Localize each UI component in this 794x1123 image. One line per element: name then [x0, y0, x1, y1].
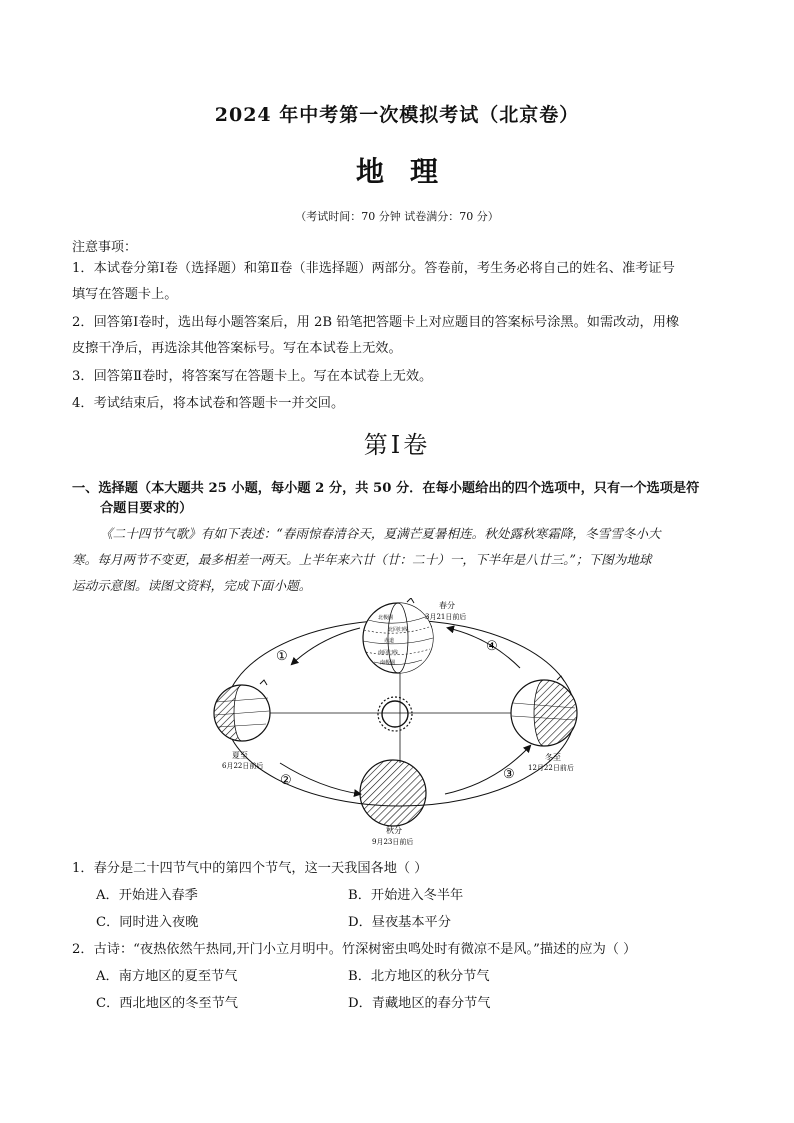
globe-label-tropic-capricorn: 南回归线 [378, 650, 399, 656]
spring-label: 春分 [439, 601, 455, 610]
question-1-option-a[interactable]: A．开始进入春季 [96, 888, 198, 903]
intro-line: 寒。每月两节不变更，最多相差一两天。上半年来六廿（廿：二十）一，下半年是八廿三。”；下图为地球 [72, 552, 652, 567]
summer-label: 夏至 [232, 751, 248, 760]
question-1-stem: 1．春分是二十四节气中的第四个节气，这一天我国各地（ ） [72, 861, 428, 876]
section-heading-line: 合题目要求的） [100, 501, 193, 516]
globe-label-antarctic: 南极圈 [380, 660, 396, 666]
question-2-option-d[interactable]: D．青藏地区的春分节气 [348, 996, 491, 1011]
notice-line: 4．考试结束后，将本试卷和答题卡一并交回。 [72, 396, 345, 411]
question-2-option-a[interactable]: A．南方地区的夏至节气 [96, 969, 238, 984]
summer-date: 6月22日前后 [222, 762, 264, 770]
winter-label: 冬至 [545, 753, 561, 762]
notice-line: 皮擦干净后，再选涂其他答案标号。写在本试卷上无效。 [72, 341, 402, 356]
notice-title: 注意事项： [72, 240, 138, 255]
earth-orbit-figure [200, 598, 600, 850]
globe-label-tropic-cancer: 北回归线 [388, 627, 409, 633]
section-heading-line: 一、选择题（本大题共 25 小题，每小题 2 分，共 50 分．在每小题给出的四个选项中，只有一个选项是符 [72, 481, 700, 496]
notice-line: 填写在答题卡上。 [72, 287, 178, 302]
question-2-option-c[interactable]: C．西北地区的冬至节气 [96, 996, 238, 1011]
globe-label-equator: 赤道 [384, 638, 395, 644]
intro-line: 运动示意图。读图文资料，完成下面小题。 [72, 578, 312, 593]
question-1-option-d[interactable]: D．昼夜基本平分 [348, 915, 451, 930]
orbit-arrow-2 [280, 763, 360, 794]
sun-icon [378, 697, 412, 731]
globe-label-arctic: 北极圈 [378, 615, 394, 621]
autumn-date: 9月23日前后 [372, 838, 414, 846]
spring-date: 3月21日前后 [425, 613, 467, 621]
marker-2: ② [280, 773, 292, 788]
orbit-arrow-1 [292, 628, 360, 664]
question-1-option-b[interactable]: B．开始进入冬半年 [348, 888, 464, 903]
globe-spring [363, 598, 433, 673]
globe-autumn [360, 760, 426, 826]
notice-line: 3．回答第Ⅱ卷时，将答案写在答题卡上。写在本试卷上无效。 [72, 369, 433, 384]
exam-title: 2024 年中考第一次模拟考试（北京卷） [214, 104, 580, 126]
intro-line: 《二十四节气歌》有如下表述：“春雨惊春清谷天，夏满芒夏暑相连。秋处露秋寒霜降，冬雪雪冬小大 [100, 526, 661, 541]
winter-date: 12月22日前后 [528, 764, 574, 772]
orbit-arrow-4 [448, 628, 520, 668]
marker-1: ① [276, 649, 288, 664]
question-2-stem: 2．古诗：“夜热依然午热同,开门小立月明中。竹深树密虫鸣处时有微凉不是风。”描述的应为（ ） [72, 942, 637, 957]
globe-winter [511, 676, 577, 746]
notice-line: 2．回答第Ⅰ卷时，选出每小题答案后，用 2B 铅笔把答题卡上对应题目的答案标号涂黑。如需改动，用橡 [72, 315, 680, 330]
notice-line: 1．本试卷分第Ⅰ卷（选择题）和第Ⅱ卷（非选择题）两部分。答卷前，考生务必将自己的姓名、准考证号 [72, 261, 675, 276]
autumn-label: 秋分 [386, 826, 402, 835]
volume-title: 第Ⅰ卷 [363, 431, 431, 459]
exam-info: （考试时间：70 分钟 试卷满分：70 分） [295, 210, 499, 223]
marker-3: ③ [503, 767, 515, 782]
subject-title: 地理 [355, 155, 464, 188]
orbit-arrow-3 [445, 746, 530, 794]
globe-summer [214, 680, 270, 741]
question-2-option-b[interactable]: B．北方地区的秋分节气 [348, 969, 490, 984]
question-1-option-c[interactable]: C．同时进入夜晚 [96, 915, 199, 930]
marker-4: ④ [486, 639, 498, 654]
section-heading [72, 479, 732, 519]
